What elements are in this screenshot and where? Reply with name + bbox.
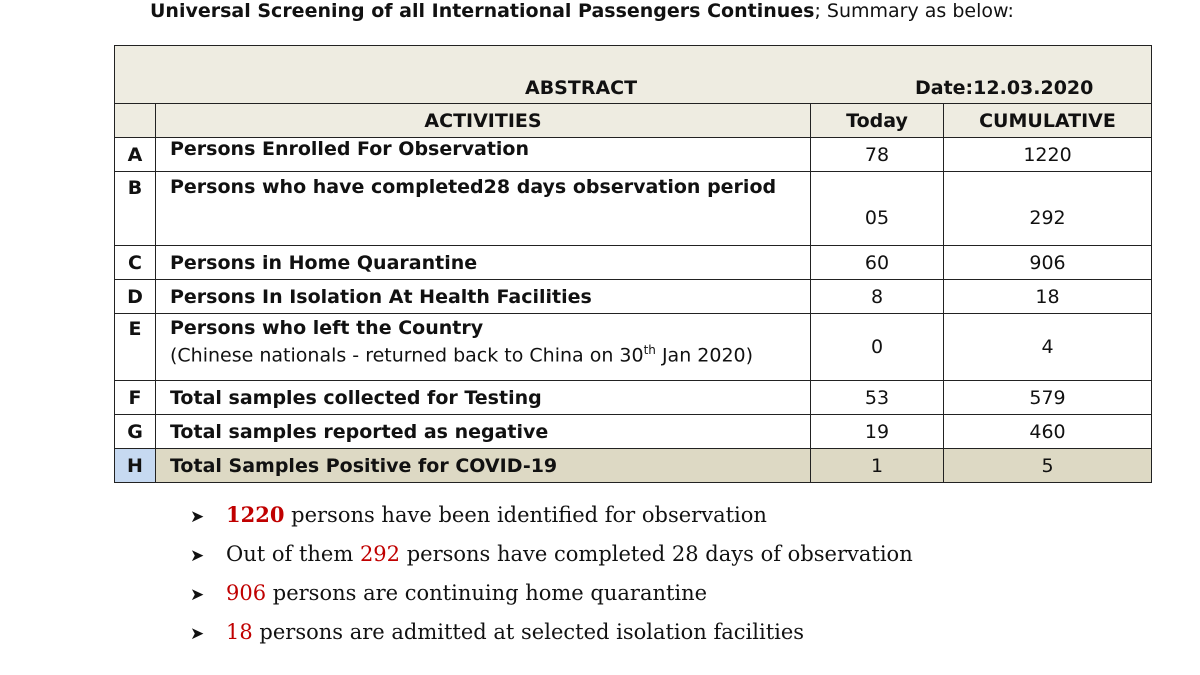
bullet-number: 1220 xyxy=(226,502,285,527)
bullet-number: 906 xyxy=(226,581,267,605)
table-row xyxy=(115,381,1152,415)
table-title-row xyxy=(115,46,1152,104)
table-row-positive xyxy=(115,449,1152,483)
abstract-title: ABSTRACT xyxy=(525,77,638,99)
note-text-start: (Chinese nationals - returned back to China on 30 xyxy=(170,344,644,367)
abstract-table xyxy=(114,45,1152,483)
column-header-cumulative: CUMULATIVE xyxy=(944,104,1152,138)
row-letter: F xyxy=(115,381,156,415)
row-letter: B xyxy=(115,172,156,246)
row-cumulative: 579 xyxy=(944,381,1152,415)
row-today: 53 xyxy=(811,381,944,415)
arrowhead-bullet-icon: ➤ xyxy=(190,624,205,644)
table-row xyxy=(115,415,1152,449)
row-activity: Persons In Isolation At Health Facilities xyxy=(156,280,811,314)
list-item xyxy=(190,500,913,539)
column-header-today: Today xyxy=(811,104,944,138)
row-letter: C xyxy=(115,246,156,280)
row-activity: Persons Enrolled For Observation xyxy=(156,138,811,172)
row-letter: A xyxy=(115,138,156,172)
row-activity-note xyxy=(170,343,810,366)
arrowhead-bullet-icon: ➤ xyxy=(190,546,205,566)
table-row xyxy=(115,314,1152,381)
row-cumulative: 460 xyxy=(944,415,1152,449)
heading-rest: ; Summary as below: xyxy=(814,0,1014,22)
row-letter: E xyxy=(115,314,156,381)
arrowhead-bullet-icon: ➤ xyxy=(190,585,205,605)
row-activity: Persons who left the Country xyxy=(170,317,484,339)
table-row xyxy=(115,172,1152,246)
row-activity-cell xyxy=(156,314,811,381)
row-today: 8 xyxy=(811,280,944,314)
note-text-end: Jan 2020) xyxy=(655,344,754,367)
row-activity: Total samples collected for Testing xyxy=(156,381,811,415)
row-activity: Persons who have completed28 days observation period xyxy=(156,172,811,246)
page-heading xyxy=(150,0,1014,22)
abstract-date: Date:12.03.2020 xyxy=(915,77,1094,99)
table-row xyxy=(115,246,1152,280)
bullet-number: 292 xyxy=(359,542,401,566)
bullet-number: 18 xyxy=(226,620,253,644)
row-cumulative: 1220 xyxy=(944,138,1152,172)
column-header-blank xyxy=(115,104,156,138)
row-cumulative: 906 xyxy=(944,246,1152,280)
row-cumulative: 5 xyxy=(944,449,1152,483)
row-activity: Total Samples Positive for COVID-19 xyxy=(156,449,811,483)
note-superscript: th xyxy=(643,343,656,357)
heading-bold: Universal Screening of all International Passengers Continues xyxy=(150,0,815,22)
row-today: 05 xyxy=(811,172,944,246)
row-today: 19 xyxy=(811,415,944,449)
column-header-row xyxy=(115,104,1152,138)
bullet-text: persons are continuing home quarantine xyxy=(266,581,708,605)
row-letter: G xyxy=(115,415,156,449)
bullet-text: persons have been identified for observation xyxy=(284,503,767,527)
column-header-activities: ACTIVITIES xyxy=(156,104,811,138)
list-item xyxy=(190,578,913,617)
row-cumulative: 4 xyxy=(944,314,1152,381)
row-today: 78 xyxy=(811,138,944,172)
table-title-cell xyxy=(115,46,1152,104)
row-cumulative: 292 xyxy=(944,172,1152,246)
bullet-text: persons have completed 28 days of observation xyxy=(400,542,913,566)
row-activity: Persons in Home Quarantine xyxy=(156,246,811,280)
summary-bullet-list xyxy=(190,500,913,656)
row-letter: H xyxy=(115,449,156,483)
row-today: 1 xyxy=(811,449,944,483)
row-cumulative: 18 xyxy=(944,280,1152,314)
bullet-text: persons are admitted at selected isolation facilities xyxy=(252,620,805,644)
table-row xyxy=(115,138,1152,172)
row-today: 60 xyxy=(811,246,944,280)
row-today: 0 xyxy=(811,314,944,381)
table-row xyxy=(115,280,1152,314)
list-item xyxy=(190,539,913,578)
bullet-prefix: Out of them xyxy=(226,542,360,566)
row-letter: D xyxy=(115,280,156,314)
list-item xyxy=(190,617,913,656)
row-activity: Total samples reported as negative xyxy=(156,415,811,449)
arrowhead-bullet-icon: ➤ xyxy=(190,507,205,527)
